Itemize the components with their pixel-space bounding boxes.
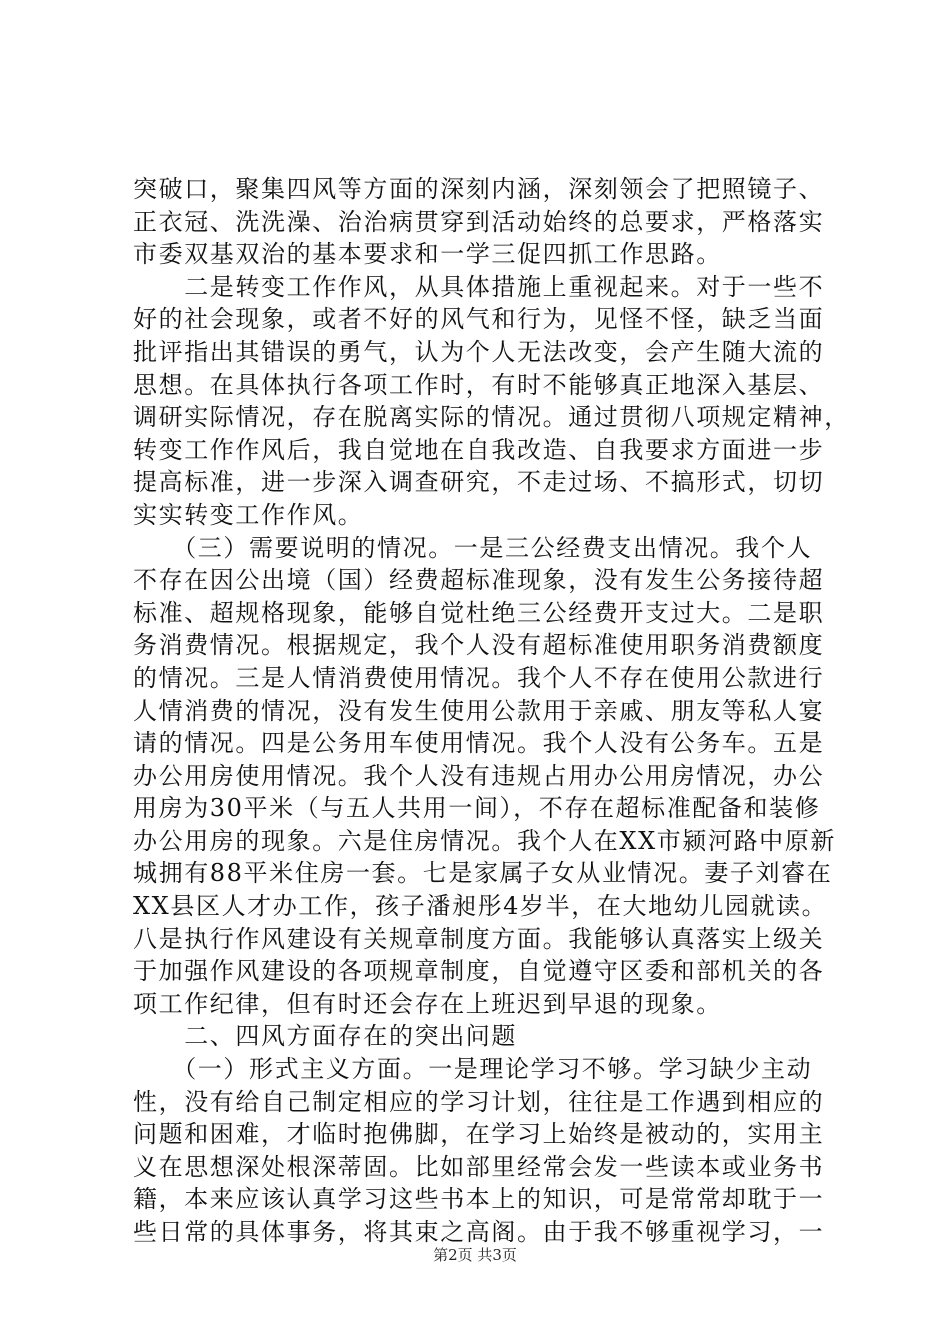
text-line: XX县区人才办工作，孩子潘昶彤4岁半，在大地幼儿园就读。 (133, 892, 828, 921)
text-line: 办公用房使用情况。我个人没有违规占用办公用房情况，办公 (133, 761, 825, 790)
text-line: 思想。在具体执行各项工作时，有时不能够真正地深入基层、 (133, 370, 825, 399)
document-body (133, 173, 850, 1249)
text-line: （一）形式主义方面。一是理论学习不够。学习缺少主动 (133, 1055, 813, 1084)
text-line: 调研实际情况，存在脱离实际的情况。通过贯彻八项规定精神， (133, 403, 850, 432)
text-line: 请的情况。四是公务用车使用情况。我个人没有公务车。五是 (133, 729, 825, 758)
text-line: 标准、超规格现象，能够自觉杜绝三公经费开支过大。二是职 (133, 598, 825, 627)
text-line: 实实转变工作作风。 (133, 500, 364, 529)
text-line: 于加强作风建设的各项规章制度，自觉遵守区委和部机关的各 (133, 957, 825, 986)
text-line: 不存在因公出境（国）经费超标准现象，没有发生公务接待超 (133, 566, 825, 595)
text-line: 市委双基双治的基本要求和一学三促四抓工作思路。 (133, 240, 722, 269)
text-line: 人情消费的情况，没有发生使用公款用于亲戚、朋友等私人宴 (133, 696, 825, 725)
text-line: 用房为30平米（与五人共用一间），不存在超标准配备和装修 (133, 794, 821, 823)
text-line: 办公用房的现象。六是住房情况。我个人在XX市颍河路中原新 (133, 826, 836, 855)
text-line: 二是转变工作作风，从具体措施上重视起来。对于一些不 (133, 272, 825, 301)
text-line: 籍，本来应该认真学习这些书本上的知识，可是常常却耽于一 (133, 1185, 825, 1214)
text-line: 些日常的具体事务，将其束之高阁。由于我不够重视学习，一 (133, 1218, 825, 1246)
text-line: 务消费情况。根据规定，我个人没有超标准使用职务消费额度 (133, 631, 825, 660)
section-heading: 二、四风方面存在的突出问题 (133, 1022, 517, 1051)
text-line: 突破口，聚集四风等方面的深刻内涵，深刻领会了把照镜子、 (133, 175, 825, 203)
text-line: 八是执行作风建设有关规章制度方面。我能够认真落实上级关 (133, 924, 825, 953)
text-line: 转变工作作风后，我自觉地在自我改造、自我要求方面进一步 (133, 435, 825, 464)
text-line: （三）需要说明的情况。一是三公经费支出情况。我个人 (133, 533, 813, 562)
text-line: 项工作纪律，但有时还会存在上班迟到早退的现象。 (133, 989, 722, 1018)
text-line: 提高标准，进一步深入调查研究，不走过场、不搞形式，切切 (133, 468, 825, 497)
text-line: 批评指出其错误的勇气，认为个人无法改变，会产生随大流的 (133, 337, 825, 366)
text-line: 的情况。三是人情消费使用情况。我个人不存在使用公款进行 (133, 663, 825, 692)
text-line: 问题和困难，才临时抱佛脚，在学习上始终是被动的，实用主 (133, 1120, 825, 1149)
text-line: 好的社会现象，或者不好的风气和行为，见怪不怪，缺乏当面 (133, 305, 825, 334)
text-line: 性，没有给自己制定相应的学习计划，往往是工作遇到相应的 (133, 1087, 825, 1116)
page-footer: 第2页 共3页 (433, 1246, 517, 1264)
text-line: 正衣冠、洗洗澡、治治病贯穿到活动始终的总要求，严格落实 (133, 207, 825, 236)
text-line: 义在思想深处根深蒂固。比如部里经常会发一些读本或业务书 (133, 1152, 825, 1181)
text-line: 城拥有88平米住房一套。七是家属子女从业情况。妻子刘睿在 (133, 859, 833, 888)
